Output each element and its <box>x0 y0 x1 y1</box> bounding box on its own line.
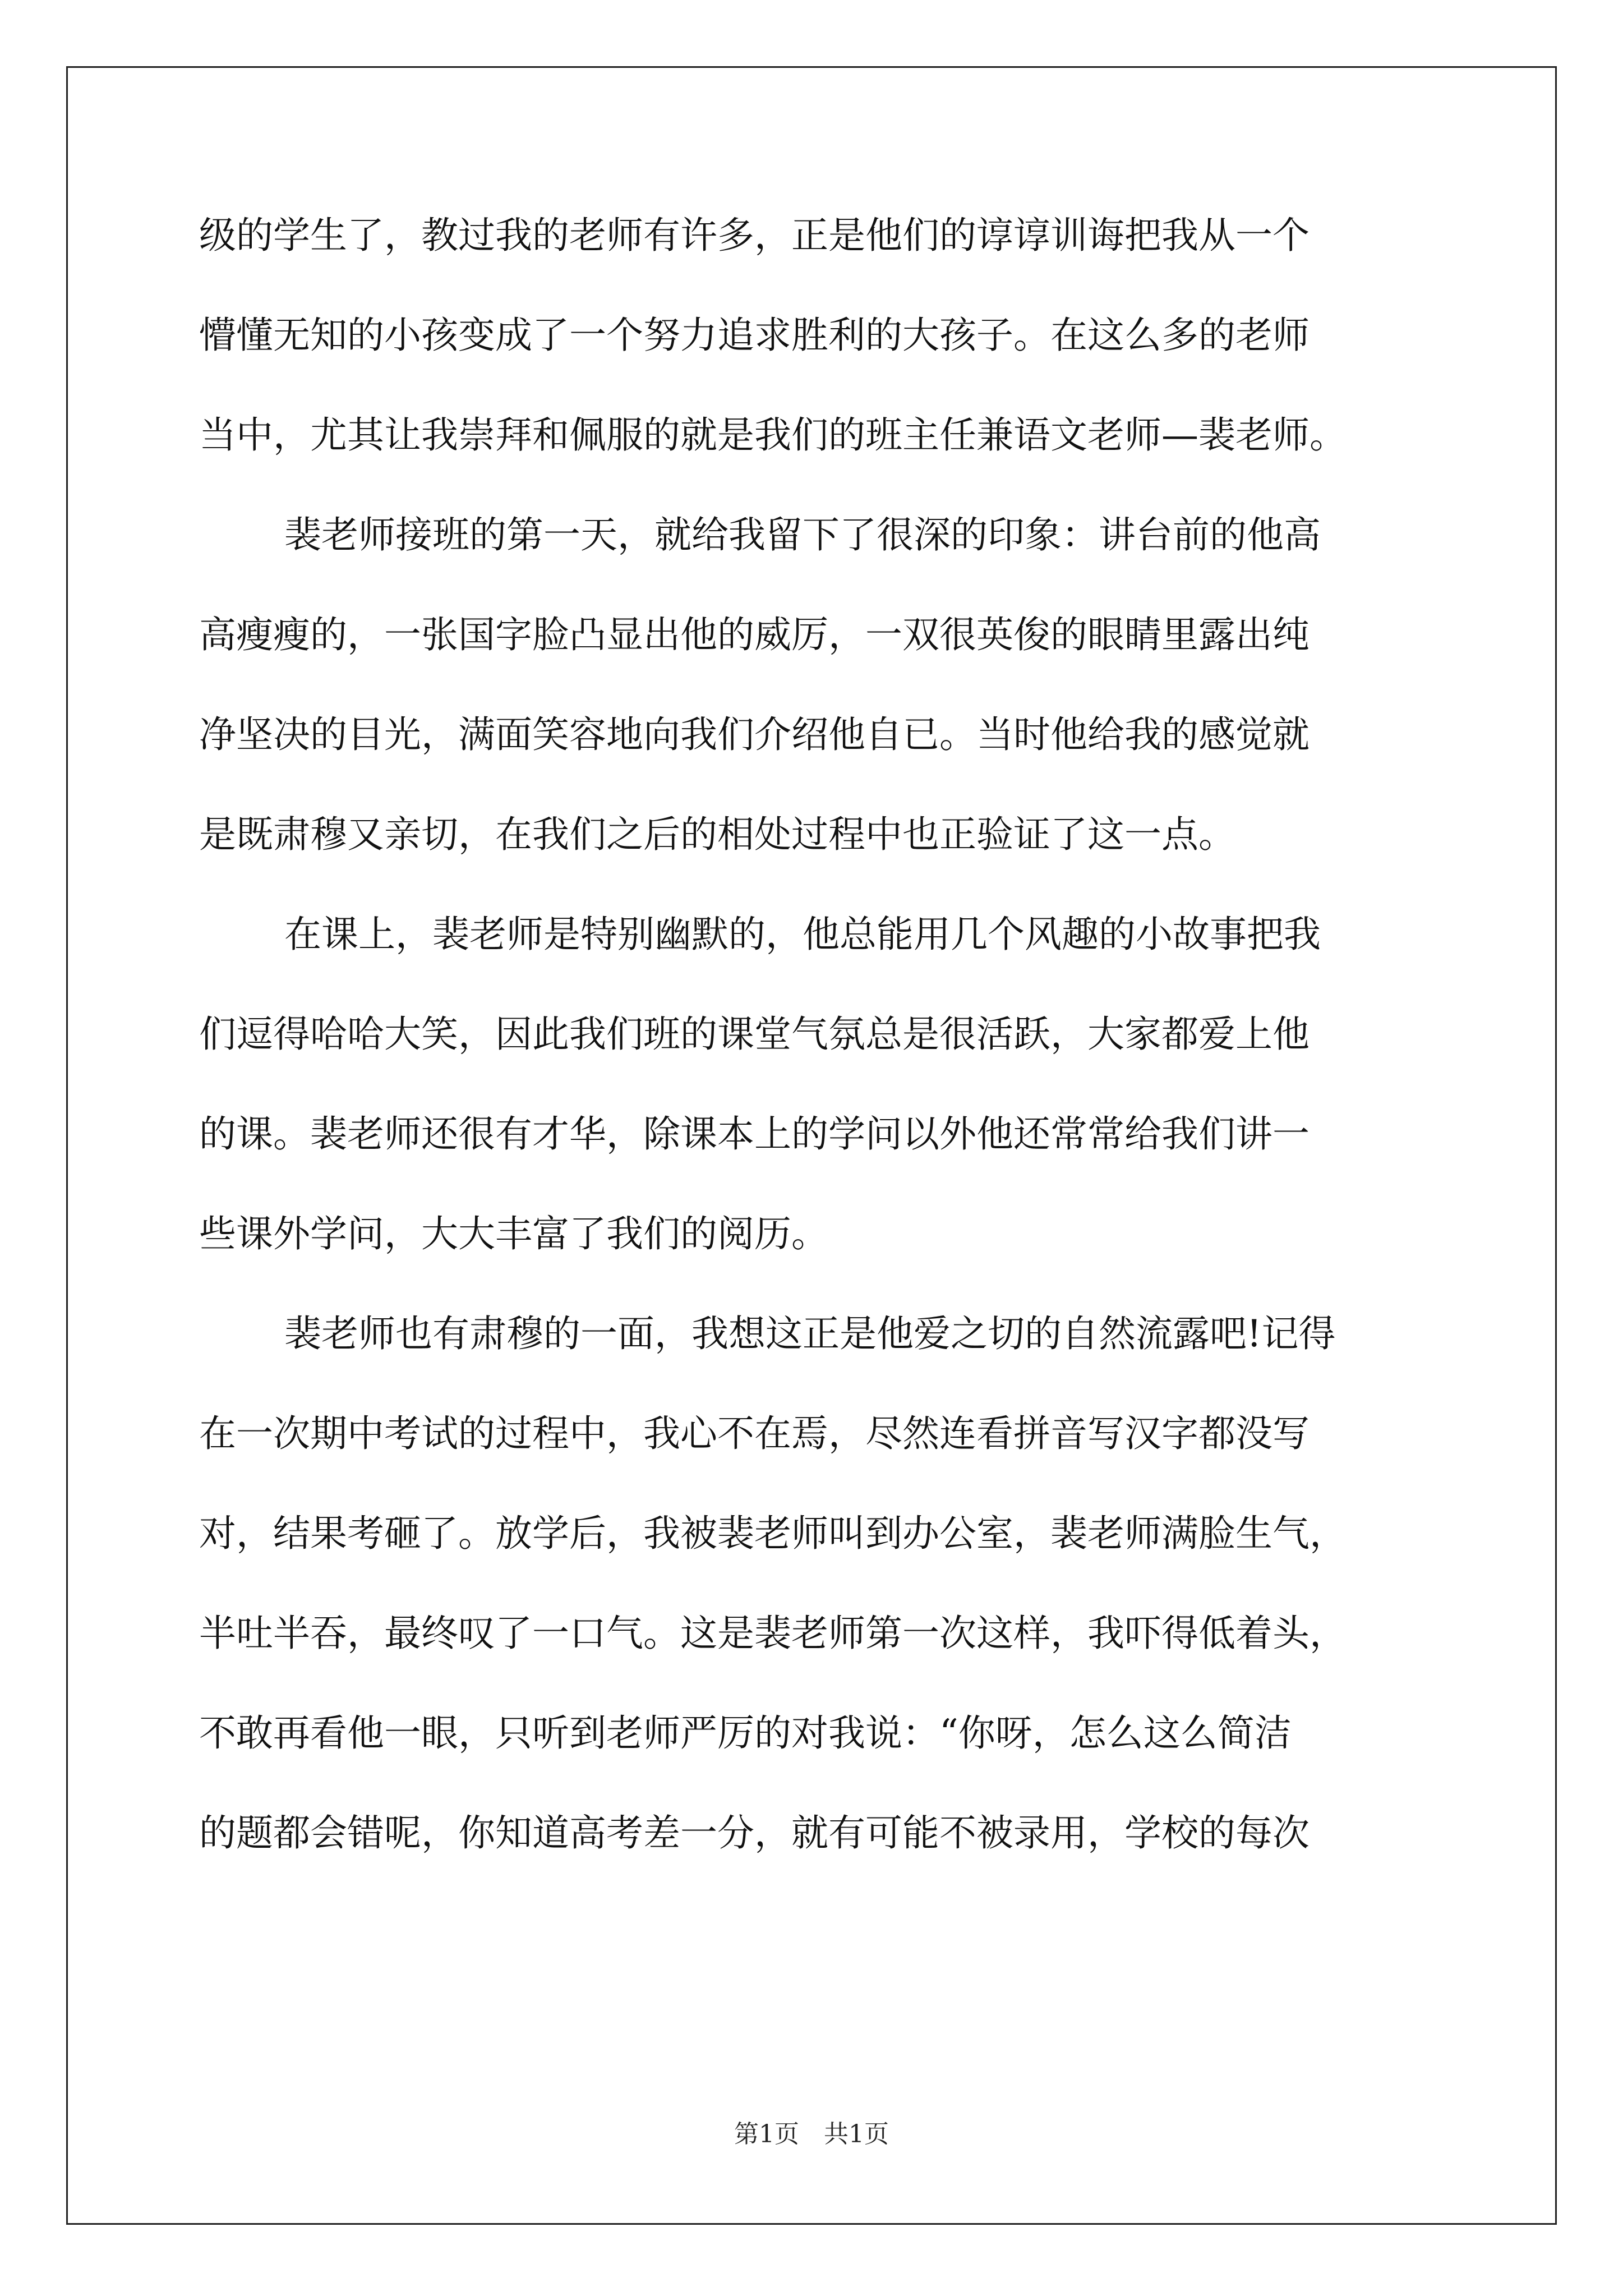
text-line: 的课。裴老师还很有才华，除课本上的学问以外他还常常给我们讲一 <box>199 1112 1310 1156</box>
text-line: 级的学生了，教过我的老师有许多，正是他们的谆谆训诲把我从一个 <box>199 214 1310 257</box>
page-footer: 第1页 共1页 <box>734 2120 889 2148</box>
text-line: 懵懂无知的小孩变成了一个努力追求胜利的大孩子。在这么多的老师 <box>199 314 1310 357</box>
text-line: 的题都会错呢，你知道高考差一分，就有可能不被录用，学校的每次 <box>199 1811 1310 1855</box>
text-line: 半吐半吞，最终叹了一口气。这是裴老师第一次这样，我吓得低着头， <box>199 1612 1347 1655</box>
text-line: 净坚决的目光，满面笑容地向我们介绍他自已。当时他给我的感觉就 <box>199 713 1310 756</box>
paragraph-first-line: 裴老师也有肃穆的一面，我想这正是他爱之切的自然流露吧!记得 <box>284 1312 1336 1355</box>
text-line: 不敢再看他一眼，只听到老师严厉的对我说：“你呀，怎么这么简洁 <box>199 1711 1292 1755</box>
text-line: 是既肃穆又亲切，在我们之后的相处过程中也正验证了这一点。 <box>199 813 1235 856</box>
text-line: 高瘦瘦的，一张国字脸凸显出他的威厉，一双很英俊的眼睛里露出纯 <box>199 613 1310 656</box>
text-line: 们逗得哈哈大笑，因此我们班的课堂气氛总是很活跃，大家都爱上他 <box>199 1013 1310 1056</box>
text-line: 在一次期中考试的过程中，我心不在焉，尽然连看拼音写汉字都没写 <box>199 1412 1310 1455</box>
text-line: 当中，尤其让我崇拜和佩服的就是我们的班主任兼语文老师—裴老师。 <box>199 413 1347 457</box>
text-line: 对，结果考砸了。放学后，我被裴老师叫到办公室，裴老师满脸生气， <box>199 1512 1347 1555</box>
paragraph-first-line: 在课上，裴老师是特别幽默的，他总能用几个风趣的小故事把我 <box>284 913 1321 956</box>
text-line: 些课外学问，大大丰富了我们的阅历。 <box>199 1212 828 1255</box>
paragraph-first-line: 裴老师接班的第一天，就给我留下了很深的印象：讲台前的他高 <box>284 513 1321 556</box>
